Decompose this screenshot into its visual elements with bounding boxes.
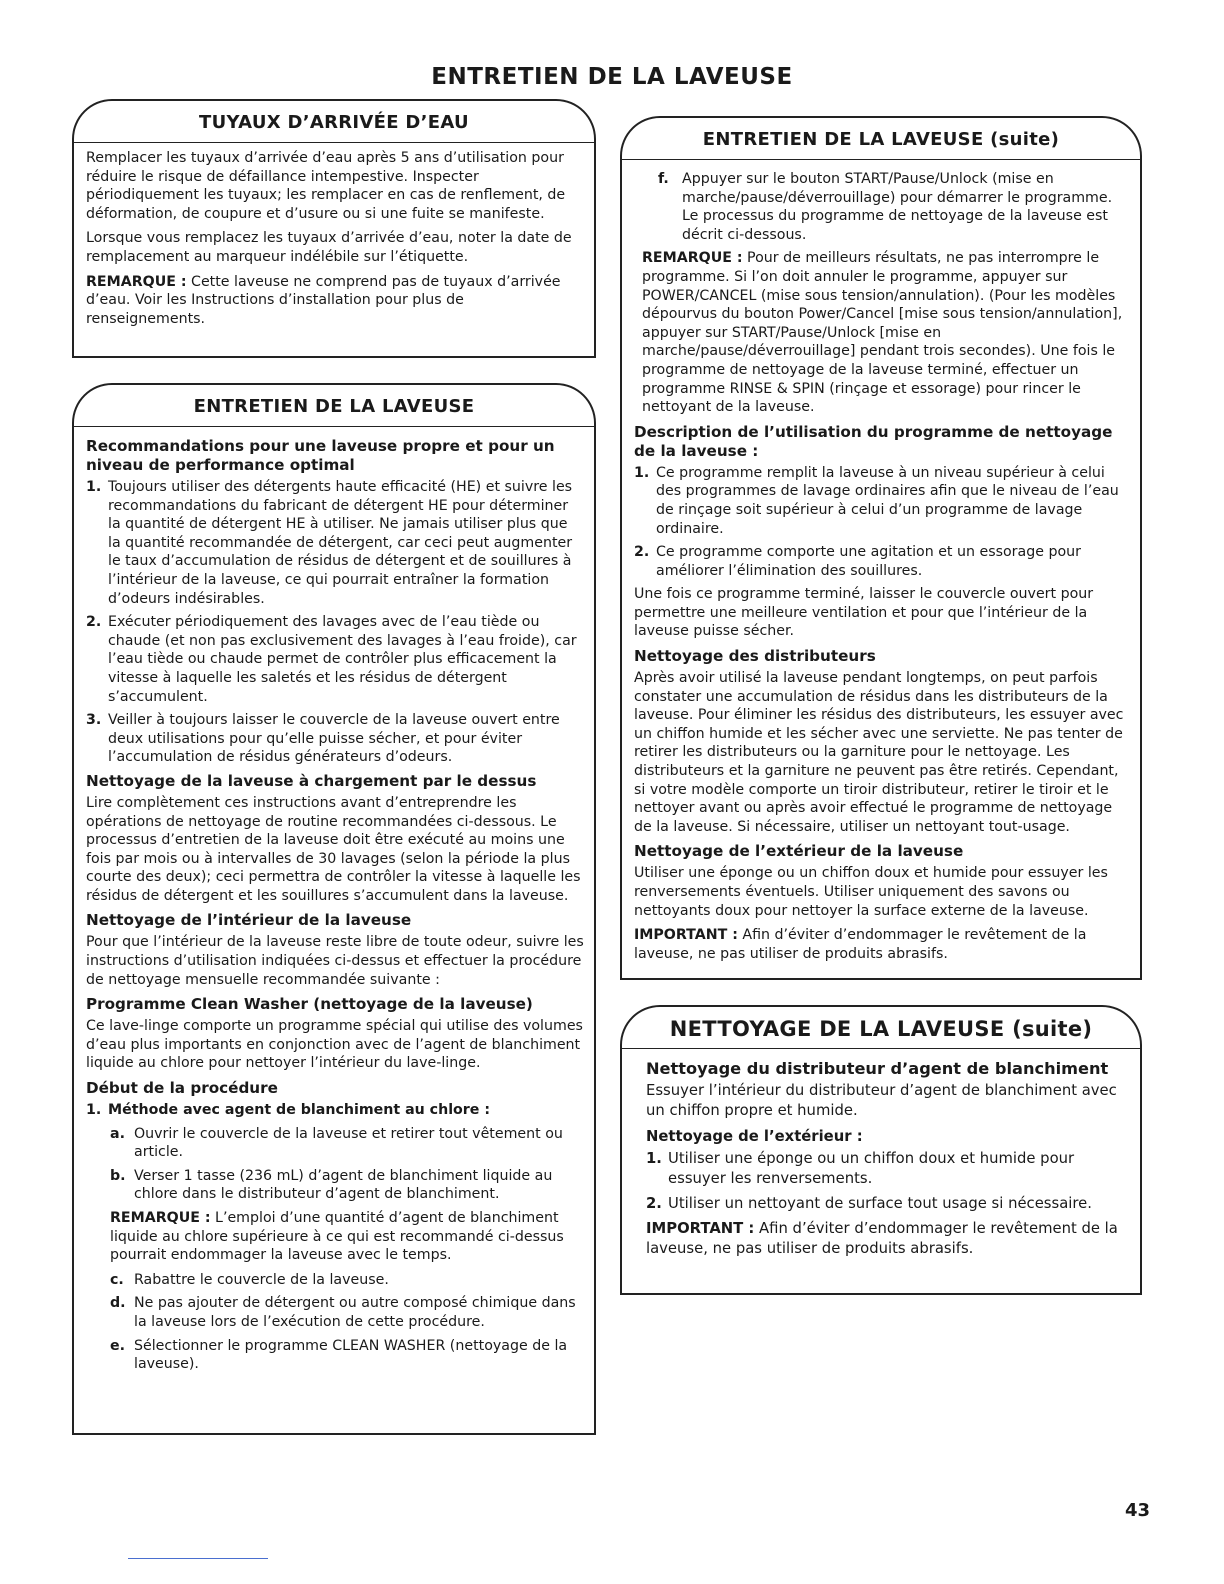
footer-divider: [128, 1558, 268, 1559]
care-continued-important-label: IMPORTANT :: [634, 927, 738, 944]
cleaning-paragraph-bleach: Essuyer l’intérieur du distributeur d’agent de blanchiment avec un chiffon propre et humide.: [646, 1082, 1117, 1119]
care-box-title: ENTRETIEN DE LA LAVEUSE: [72, 383, 596, 427]
care-paragraph-program: Ce lave-linge comporte un programme spécial qui utilise des volumes d’eau plus importants en conjonction avec de l’agent de blanchiment liquide au chlore pour nettoyer l’intérieur du lave-linge.: [86, 1018, 583, 1072]
list-item: 2. Utiliser un nettoyant de surface tout usage si nécessaire.: [646, 1195, 1092, 1212]
care-continued-note-text: Pour de meilleurs résultats, ne pas interrompre le programme. Si l’on doit annuler le programme, appuyer sur POWER/CANCEL (mise sous tension/annulation). (Pour les modèles dépourvus du bouton Power/Cancel [mise sous tension/annulation], appuyer sur START/Pause/Unlock [mise en marche/pause/déverrouillage] pendant trois secondes). Une fois le programme de nettoyage de la laveuse terminé, effectuer un programme RINSE & SPIN (rinçage et essorage) pour rincer le nettoyant de la laveuse.: [642, 250, 1123, 416]
cleaning-important: [646, 1219, 1130, 1259]
list-item: b. Verser 1 tasse (236 mL) d’agent de blanchiment liquide au chlore dans le distributeur d’agent de blanchiment.: [110, 1167, 553, 1203]
cleaning-heading-bleach: Nettoyage du distributeur d’agent de blanchiment: [646, 1059, 1109, 1078]
hoses-box: [72, 112, 596, 358]
care-box: [72, 396, 596, 1435]
care-continued-note: [642, 249, 1130, 416]
care-note-text: L’emploi d’une quantité d’agent de blanchiment liquide au chlore supérieure à ce qui est recommandé ci-dessus pourrait endommager la laveuse avec le temps.: [110, 1210, 564, 1264]
cleaning-continued-title: NETTOYAGE DE LA LAVEUSE (suite): [620, 1005, 1142, 1049]
care-continued-note-label: REMARQUE :: [642, 250, 743, 267]
cleaning-important-text: Afin d’éviter d’endommager le revêtement de la laveuse, ne pas utiliser de produits abrasifs.: [646, 1220, 1118, 1257]
list-item: d. Ne pas ajouter de détergent ou autre composé chimique dans la laveuse lors de l’exécution de cette procédure.: [110, 1295, 576, 1330]
hoses-note: [86, 273, 584, 329]
method-item: 1. Méthode avec agent de blanchiment au chlore :: [86, 1102, 491, 1119]
care-heading-procedure: Début de la procédure: [86, 1079, 278, 1098]
care-heading-topload: Nettoyage de la laveuse à chargement par le dessus: [86, 771, 537, 790]
care-continued-heading-description: Description de l’utilisation du programme de nettoyage de la laveuse :: [634, 422, 1113, 460]
list-item: e. Sélectionner le programme CLEAN WASHER (nettoyage de la laveuse).: [110, 1337, 568, 1373]
hoses-paragraph-1: Remplacer les tuyaux d’arrivée d’eau après 5 ans d’utilisation pour réduire le risque de défaillance intempestive. Inspecter périodiquement les tuyaux; les remplacer en cas de renflement, de déformation, de coupure et d’usure ou si une fuite se manifeste.: [86, 150, 566, 222]
cleaning-important-label: IMPORTANT :: [646, 1220, 755, 1237]
care-heading-recommendations: Recommandations pour une laveuse propre et pour un niveau de performance optimal: [86, 437, 555, 474]
list-item: 2. Ce programme comporte une agitation et un essorage pour améliorer l’élimination des souillures.: [634, 544, 1081, 579]
page-number: 43: [1124, 1500, 1150, 1521]
hoses-note-text: Cette laveuse ne comprend pas de tuyaux d’arrivée d’eau. Voir les Instructions d’installation pour plus de renseignements.: [86, 273, 561, 327]
list-item: 3. Veiller à toujours laisser le couvercle de la laveuse ouvert entre deux utilisations pour qu’elle puisse sécher, et pour éviter l’accumulation de résidus générateurs d’odeurs.: [86, 712, 560, 766]
care-continued-title: ENTRETIEN DE LA LAVEUSE (suite): [620, 116, 1142, 160]
cleaning-heading-exterior: Nettoyage de l’extérieur :: [646, 1128, 863, 1145]
care-continued-paragraph-exterior: Utiliser une éponge ou un chiffon doux et humide pour essuyer les renversements éventuels. Utiliser uniquement des savons ou nettoyants doux pour nettoyer la surface externe de la laveuse.: [634, 865, 1108, 919]
cleaning-continued-box: [620, 1017, 1142, 1295]
care-continued-important-text: Afin d’éviter d’endommager le revêtement de la laveuse, ne pas utiliser de produits abrasifs.: [634, 927, 1087, 962]
care-continued-important: [634, 926, 1130, 963]
care-continued-heading-exterior: Nettoyage de l’extérieur de la laveuse: [634, 842, 964, 861]
care-continued-box: [620, 129, 1142, 980]
care-note-label: REMARQUE :: [110, 1210, 211, 1226]
care-continued-paragraph-after: Une fois ce programme terminé, laisser le couvercle ouvert pour permettre une meilleure ventilation et pour que l’intérieur de la laveuse puisse sécher.: [634, 586, 1094, 640]
care-heading-interior: Nettoyage de l’intérieur de la laveuse: [86, 911, 412, 930]
care-continued-paragraph-dispensers: Après avoir utilisé la laveuse pendant longtemps, on peut parfois constater une accumulation de résidus dans les distributeurs de la laveuse. Pour éliminer les résidus des distributeurs, les essuyer avec un chiffon humide et les sécher avec une serviette. Ne pas tenter de retirer les distributeurs ou la garniture pour le nettoyage. Les distributeurs et la garniture ne peuvent pas être retirés. Cependant, si votre modèle comporte un tiroir distributeur, retirer le tiroir et le nettoyer avant ou après avoir effectué le programme de nettoyage de la laveuse. Si nécessaire, utiliser un nettoyant tout-usage.: [634, 670, 1124, 835]
list-item: 1. Utiliser une éponge ou un chiffon doux et humide pour essuyer les renversements.: [646, 1150, 1075, 1187]
list-item: c. Rabattre le couvercle de la laveuse.: [110, 1271, 389, 1288]
list-item: f. Appuyer sur le bouton START/Pause/Unlock (mise en marche/pause/déverrouillage) pour démarrer le programme. Le processus du programme de nettoyage de la laveuse est décrit ci-dessous.: [658, 171, 1113, 243]
hoses-paragraph-2: Lorsque vous remplacez les tuyaux d’arrivée d’eau, noter la date de remplacement au marqueur indélébile sur l’étiquette.: [86, 230, 572, 265]
hoses-box-title: TUYAUX D’ARRIVÉE D’EAU: [72, 99, 596, 143]
list-item: 1. Ce programme remplit la laveuse à un niveau supérieur à celui des programmes de lavage ordinaires afin que le niveau de l’eau de rinçage soit supérieur à celui d’un programme de lavage ordinaire.: [634, 464, 1119, 537]
list-item: 2. Exécuter périodiquement des lavages avec de l’eau tiède ou chaude (et non pas exclusivement des lavages à l’eau froide), car l’eau tiède ou chaude permet de contrôler plus efficacement la vitesse à laquelle les saletés et les résidus de détergent s’accumulent.: [86, 614, 577, 705]
care-note: [110, 1209, 584, 1265]
care-heading-program: Programme Clean Washer (nettoyage de la laveuse): [86, 995, 533, 1014]
care-continued-heading-dispensers: Nettoyage des distributeurs: [634, 647, 876, 666]
care-paragraph-topload: Lire complètement ces instructions avant d’entreprendre les opérations de nettoyage de routine recommandées ci-dessous. Le processus d’entretien de la laveuse doit être exécuté au moins une fois par mois ou à intervalles de 30 lavages (selon la période la plus courte des deux); ceci permettra de contrôler la vitesse à laquelle les résidus de détergent et les souillures s’accumulent dans la laveuse.: [86, 794, 581, 904]
page-title: ENTRETIEN DE LA LAVEUSE: [431, 64, 793, 90]
list-item: a. Ouvrir le couvercle de la laveuse et retirer tout vêtement ou article.: [110, 1125, 563, 1161]
hoses-note-label: REMARQUE :: [86, 273, 187, 290]
care-paragraph-interior: Pour que l’intérieur de la laveuse reste libre de toute odeur, suivre les instructions d’utilisation indiquées ci-dessus et effectuer la procédure de nettoyage mensuelle recommandée suivante :: [86, 934, 584, 988]
list-item: 1. Toujours utiliser des détergents haute efficacité (HE) et suivre les recommandations du fabricant de détergent HE pour déterminer la quantité de détergent HE à utiliser. Ne jamais utiliser plus que la quantité recommandée de détergent, car ceci peut augmenter le taux d’accumulation de résidus de détergent et de souillures à l’intérieur de la laveuse, ce qui pourrait entraîner la formation d’odeurs indésirables.: [86, 479, 573, 607]
